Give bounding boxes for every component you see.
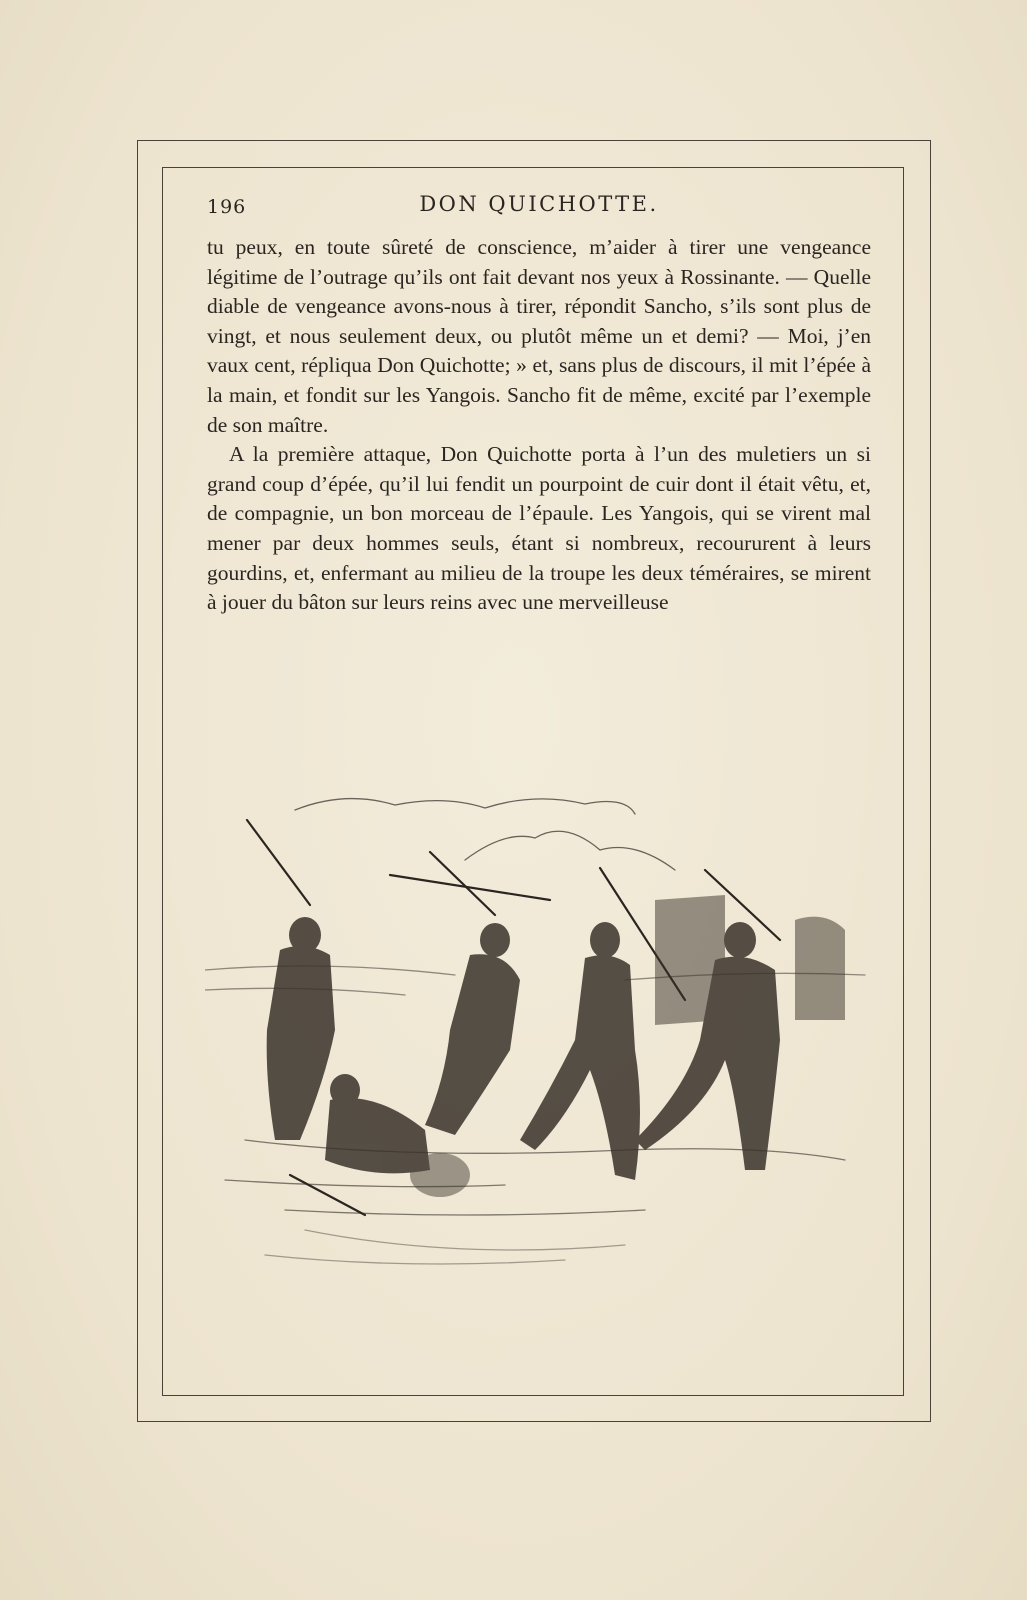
figure-center-head — [480, 923, 510, 957]
paragraph-1: tu peux, en toute sûreté de conscience, m’aider à tirer une vengeance légitime de l’outrage qu’ils ont fait devant nos yeux à Rossinante. — Quelle diable de vengeance avons-nous à tirer, répondit Sancho, s’ils sont plus de vingt, et nous seulement deux, ou plutôt même un et demi? — Moi, j’en vaux cent, répliqua Don Quichotte; » et, sans plus de discours, il mit l’épée à la main, et fondit sur les Yangois. Sancho fit de même, excité par l’exemple de son maître. — [207, 235, 871, 437]
figure-fallen-body — [325, 1098, 430, 1173]
club — [390, 875, 550, 900]
sword — [290, 1175, 365, 1215]
engraving-illustration — [205, 790, 869, 1290]
body-text — [207, 233, 871, 618]
page-header — [207, 192, 871, 224]
page-number: 196 — [207, 196, 247, 218]
running-title: DON QUICHOTTE. — [419, 192, 659, 216]
paragraph-2: A la première attaque, Don Quichotte porta à l’un des muletiers un si grand coup d’épée, qu’il lui fendit un pourpoint de cuir dont il était vêtu, et, de compagnie, un bon morceau de l’épaule. Les Yangois, qui se virent mal mener par deux hommes seuls, étant si nombreux, recoururent à leurs gourdins, et, enfermant au milieu de la troupe les deux téméraires, se mirent à jouer du bâton sur leurs reins avec une merveilleuse — [207, 442, 871, 615]
ground-lines — [265, 1230, 625, 1264]
club — [247, 820, 310, 905]
mountain-outline — [465, 831, 675, 870]
don-quichotte-head — [590, 922, 620, 958]
figure-center-body — [425, 954, 520, 1135]
rock — [410, 1153, 470, 1197]
figure-left-body — [267, 946, 335, 1140]
don-quichotte-body — [520, 955, 640, 1180]
figure-right-head — [724, 922, 756, 958]
cloud-outline — [295, 799, 635, 814]
